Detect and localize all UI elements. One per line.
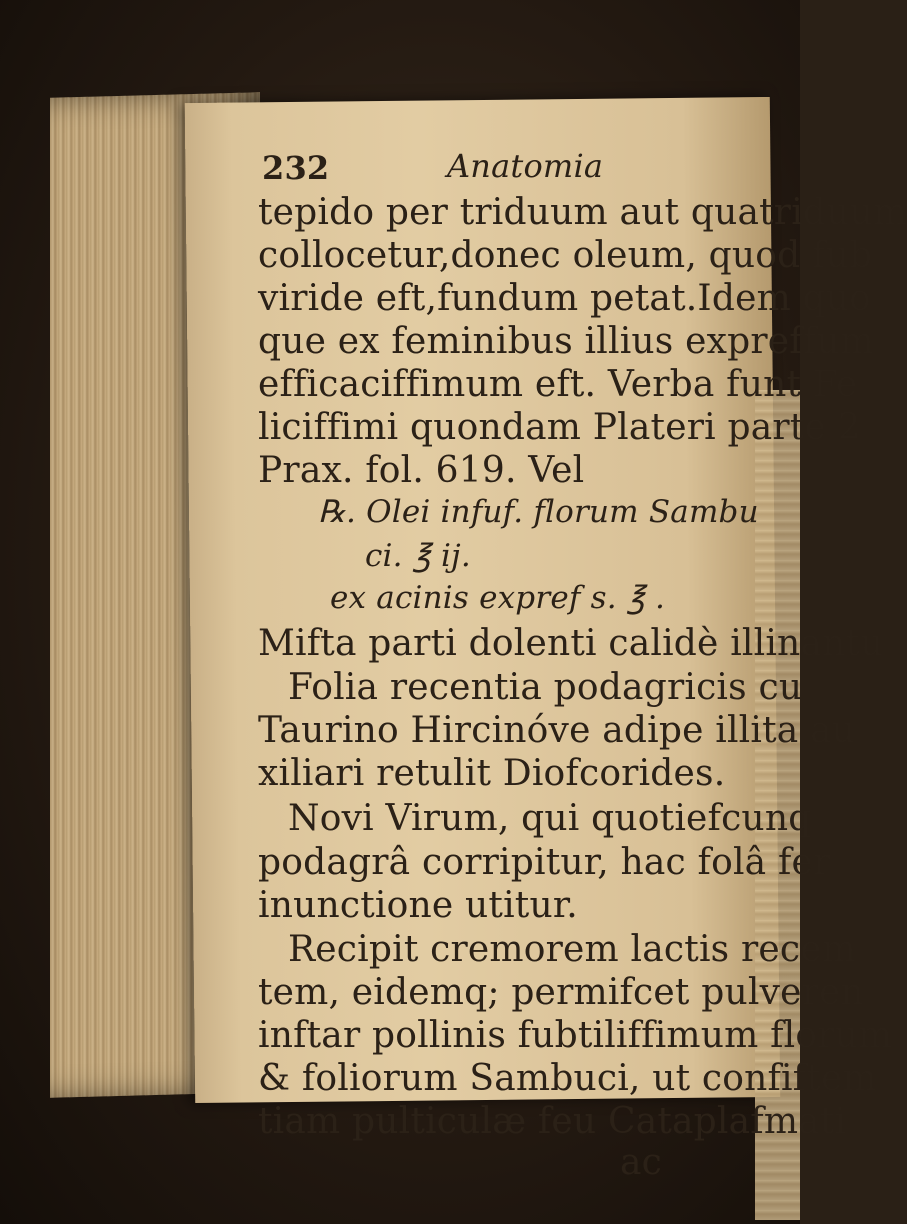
text-line: inunctione utitur. [258,885,578,926]
text-line: efficaciffimum eft. Verba funt Fe [258,364,858,405]
text-line: Taurino Hircinóve adipe illita au [258,710,856,751]
recipe-line: ℞. Olei infuf. florum Sambu [318,494,759,530]
text-line: Novi Virum, qui quotiefcunq [288,798,812,839]
text-line: viride eft,fundum petat.Idem quo [258,278,872,319]
text-line: collocetur,donec oleum, quod fub [258,235,873,276]
text-line: tepido per triduum aut quatriduum [258,192,907,233]
text-line: podagrâ corripitur, hac folâ fer [258,842,831,883]
running-title: Anatomia [447,147,604,185]
text-line: liciffimi quondam Plateri parte 2 [258,407,861,448]
catchword: ac [620,1142,663,1183]
text-line: tem, eidemq; permifcet pulveren [258,972,864,1013]
text-line: Mifta parti dolenti calidè illinantu [258,623,884,664]
text-line: Recipit cremorem lactis recem [288,929,857,970]
recipe-line: ci. ℥ ij. [365,538,471,574]
page-number: 232 [262,149,330,187]
text-line: Prax. fol. 619. Vel [258,450,585,491]
recipe-line: ex acinis expref s. ℥ . [330,580,666,616]
text-line: & foliorum Sambuci, ut confiftem [258,1058,877,1099]
text-line: que ex feminibus illius expreffum [258,321,875,362]
text-line: Folia recentia podagricis cu [288,667,803,708]
text-line: inftar pollinis fubtiliffimum florum [258,1015,893,1056]
text-line: tiam pulticulæ feu Cataplafmati [258,1101,847,1142]
text-line: xiliari retulit Diofcorides. [258,753,726,794]
